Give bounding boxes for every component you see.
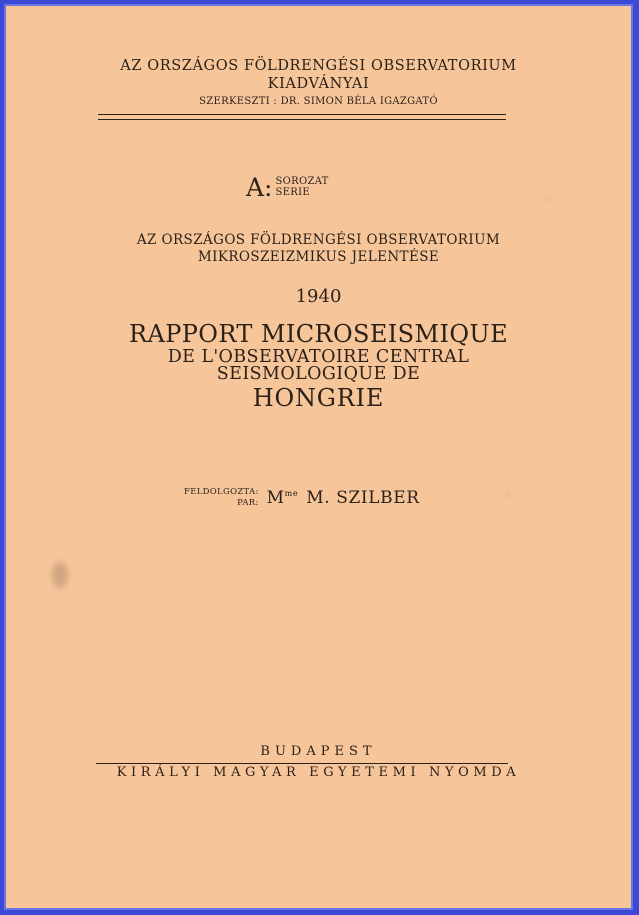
paper-stain	[506, 492, 510, 496]
title-page	[6, 6, 631, 908]
author-labels	[184, 487, 259, 509]
author-name	[267, 488, 420, 508]
imprint-printer: KIRÁLYI MAGYAR EGYETEMI NYOMDA	[116, 765, 521, 780]
title-hu-line2: MIKROSZEIZMIKUS JELENTÉSE	[197, 249, 440, 265]
title-hu-line1: AZ ORSZÁGOS FÖLDRENGÉSI OBSERVATORIUM	[136, 232, 501, 248]
author-label-fr: PAR:	[237, 498, 259, 508]
author-surname: M. SZILBER	[306, 488, 420, 508]
title-fr-line2: DE L'OBSERVATOIRE CENTRAL	[167, 347, 470, 367]
author-title-prefix: M	[266, 488, 285, 508]
title-fr-main: RAPPORT MICROSEISMIQUE	[129, 320, 508, 348]
paper-stain	[52, 562, 68, 588]
paper-stain	[547, 197, 550, 200]
series-label-fr: SERIE	[275, 187, 310, 198]
title-fr-country: HONGRIE	[252, 384, 385, 412]
series-label-hu: SOROZAT	[275, 176, 329, 187]
series-letter: A:	[246, 172, 273, 202]
institution-name: AZ ORSZÁGOS FÖLDRENGÉSI OBSERVATORIUM	[120, 58, 517, 74]
series-labels	[275, 176, 328, 198]
author-label-hu: FELDOLGOZTA:	[184, 487, 259, 497]
editor-line: SZERKESZTI : DR. SIMON BÉLA IGAZGATÓ	[199, 96, 438, 107]
publication-year: 1940	[295, 286, 342, 307]
header-double-rule	[98, 114, 506, 120]
title-fr-line3: SEISMOLOGIQUE DE	[216, 364, 421, 384]
publications-label: KIADVÁNYAI	[267, 76, 370, 92]
imprint-city: BUDAPEST	[260, 744, 377, 759]
series-marker	[246, 172, 329, 202]
imprint-rule	[96, 763, 508, 764]
author-title-sup: me	[284, 489, 299, 498]
author-credit	[184, 487, 420, 509]
